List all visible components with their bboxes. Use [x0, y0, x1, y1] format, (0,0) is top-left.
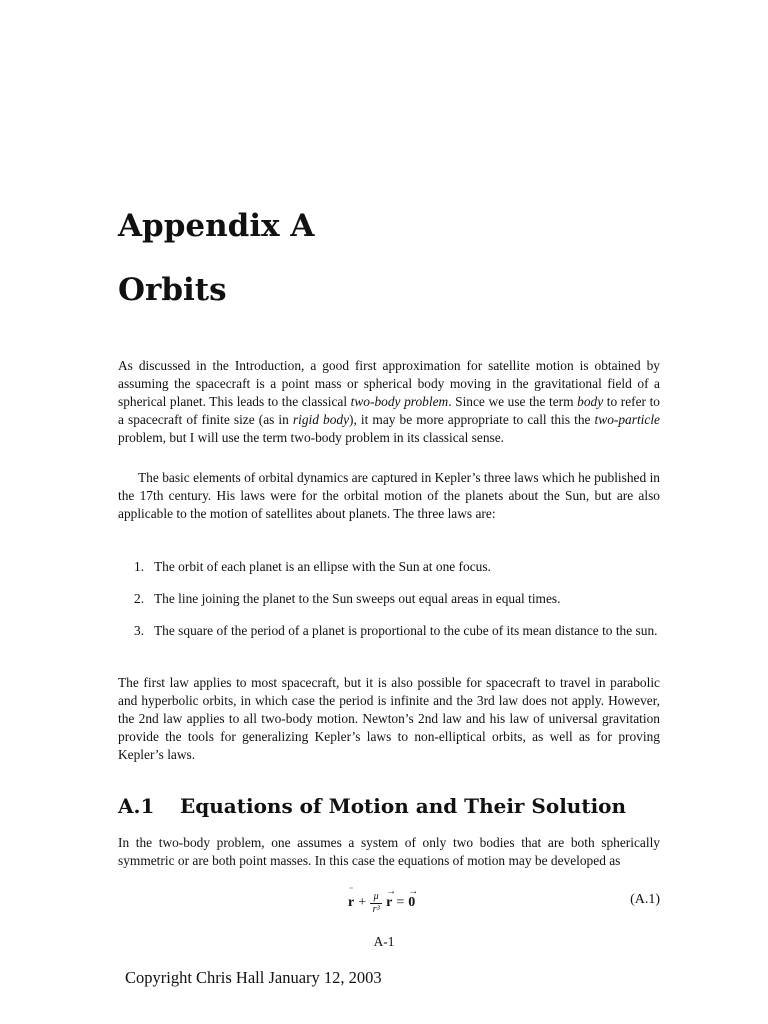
list-number: 2. — [134, 591, 145, 606]
text-run: problem, but I will use the term two-body problem in its classical sense. — [118, 430, 505, 445]
emphasis-two-body-problem: two-body problem — [350, 394, 449, 409]
list-item-text: The line joining the planet to the Sun sweeps out equal areas in equal times. — [154, 591, 561, 606]
text-run: As discussed in the Introduction, a good first approximation for satellite motion is obtained by assuming the spacecraft is a point mass or spherical body moving in the gravitational field of a spherical planet. This leads to the classical — [118, 358, 660, 409]
emphasis-rigid-body: rigid body — [292, 412, 350, 427]
page-number: A-1 — [373, 934, 395, 949]
list-item — [134, 622, 660, 640]
list-item-text: The orbit of each planet is an ellipse with the Sun at one focus. — [154, 559, 491, 574]
intro-paragraph-2 — [118, 469, 660, 523]
paragraph-text: The basic elements of orbital dynamics are captured in Kepler’s three laws which he published in the 17th century. His laws were for the orbital motion of the planets about the Sun, but are also applicable to the motion of satellites about planets. The three laws are: — [118, 470, 660, 521]
section-heading — [118, 793, 626, 819]
plus-sign: + — [358, 895, 367, 910]
denominator: r³ — [372, 903, 380, 915]
equals-sign: = — [396, 895, 405, 910]
intro-paragraph-3 — [118, 674, 660, 764]
list-item — [134, 558, 660, 576]
equation-number: (A.1) — [630, 892, 660, 907]
zero-symbol: 0 — [408, 895, 416, 910]
paragraph-text: In the two-body problem, one assumes a system of only two bodies that are both spherically symmetric or are both point masses. In this case the equations of motion may be developed as — [118, 835, 660, 868]
kepler-laws-list — [134, 558, 660, 654]
double-dot-accent: ¨ — [349, 886, 353, 897]
numerator: μ — [373, 890, 379, 902]
r-double-dot-vector — [348, 886, 355, 911]
text-run: . Since we use the term — [448, 394, 578, 409]
arrow-accent: → — [386, 886, 397, 897]
zero-vector — [408, 886, 419, 911]
r-vector — [386, 886, 397, 911]
list-number: 3. — [134, 623, 145, 638]
list-item-text: The square of the period of a planet is proportional to the cube of its mean distance to the sun. — [154, 623, 658, 638]
section-title: Equations of Motion and Their Solution — [180, 794, 627, 818]
emphasis-two-particle: two-particle — [594, 412, 661, 427]
section-paragraph-1 — [118, 834, 660, 870]
arrow-accent: → — [408, 886, 419, 897]
mu-over-r-cubed — [370, 892, 382, 915]
chapter-title: Orbits — [118, 272, 227, 308]
text-run: to refer to a spacecraft of finite size (as in — [118, 394, 661, 427]
list-number: 1. — [134, 559, 145, 574]
intro-paragraph-1 — [118, 357, 660, 447]
emphasis-body: body — [577, 394, 604, 409]
section-number: A.1 — [118, 794, 155, 818]
vector-symbol: r — [348, 895, 355, 910]
text-run: ), it may be more appropriate to call this the — [349, 412, 595, 427]
chapter-label: Appendix A — [118, 208, 315, 244]
list-item — [134, 590, 660, 608]
paragraph-text: The first law applies to most spacecraft, but it is also possible for spacecraft to travel in parabolic and hyperbolic orbits, in which case the period is infinite and the 3rd law does not apply. However, the 2nd law applies to all two-body motion. Newton’s 2nd law and his law of universal gravitation provide the tools for generalizing Kepler’s laws to non-elliptical orbits, as well as for proving Kepler’s laws. — [118, 675, 660, 762]
vector-symbol: r — [386, 895, 393, 910]
equation-body — [348, 886, 419, 918]
copyright-notice: Copyright Chris Hall January 12, 2003 — [125, 968, 382, 987]
equation-a1 — [118, 888, 660, 918]
